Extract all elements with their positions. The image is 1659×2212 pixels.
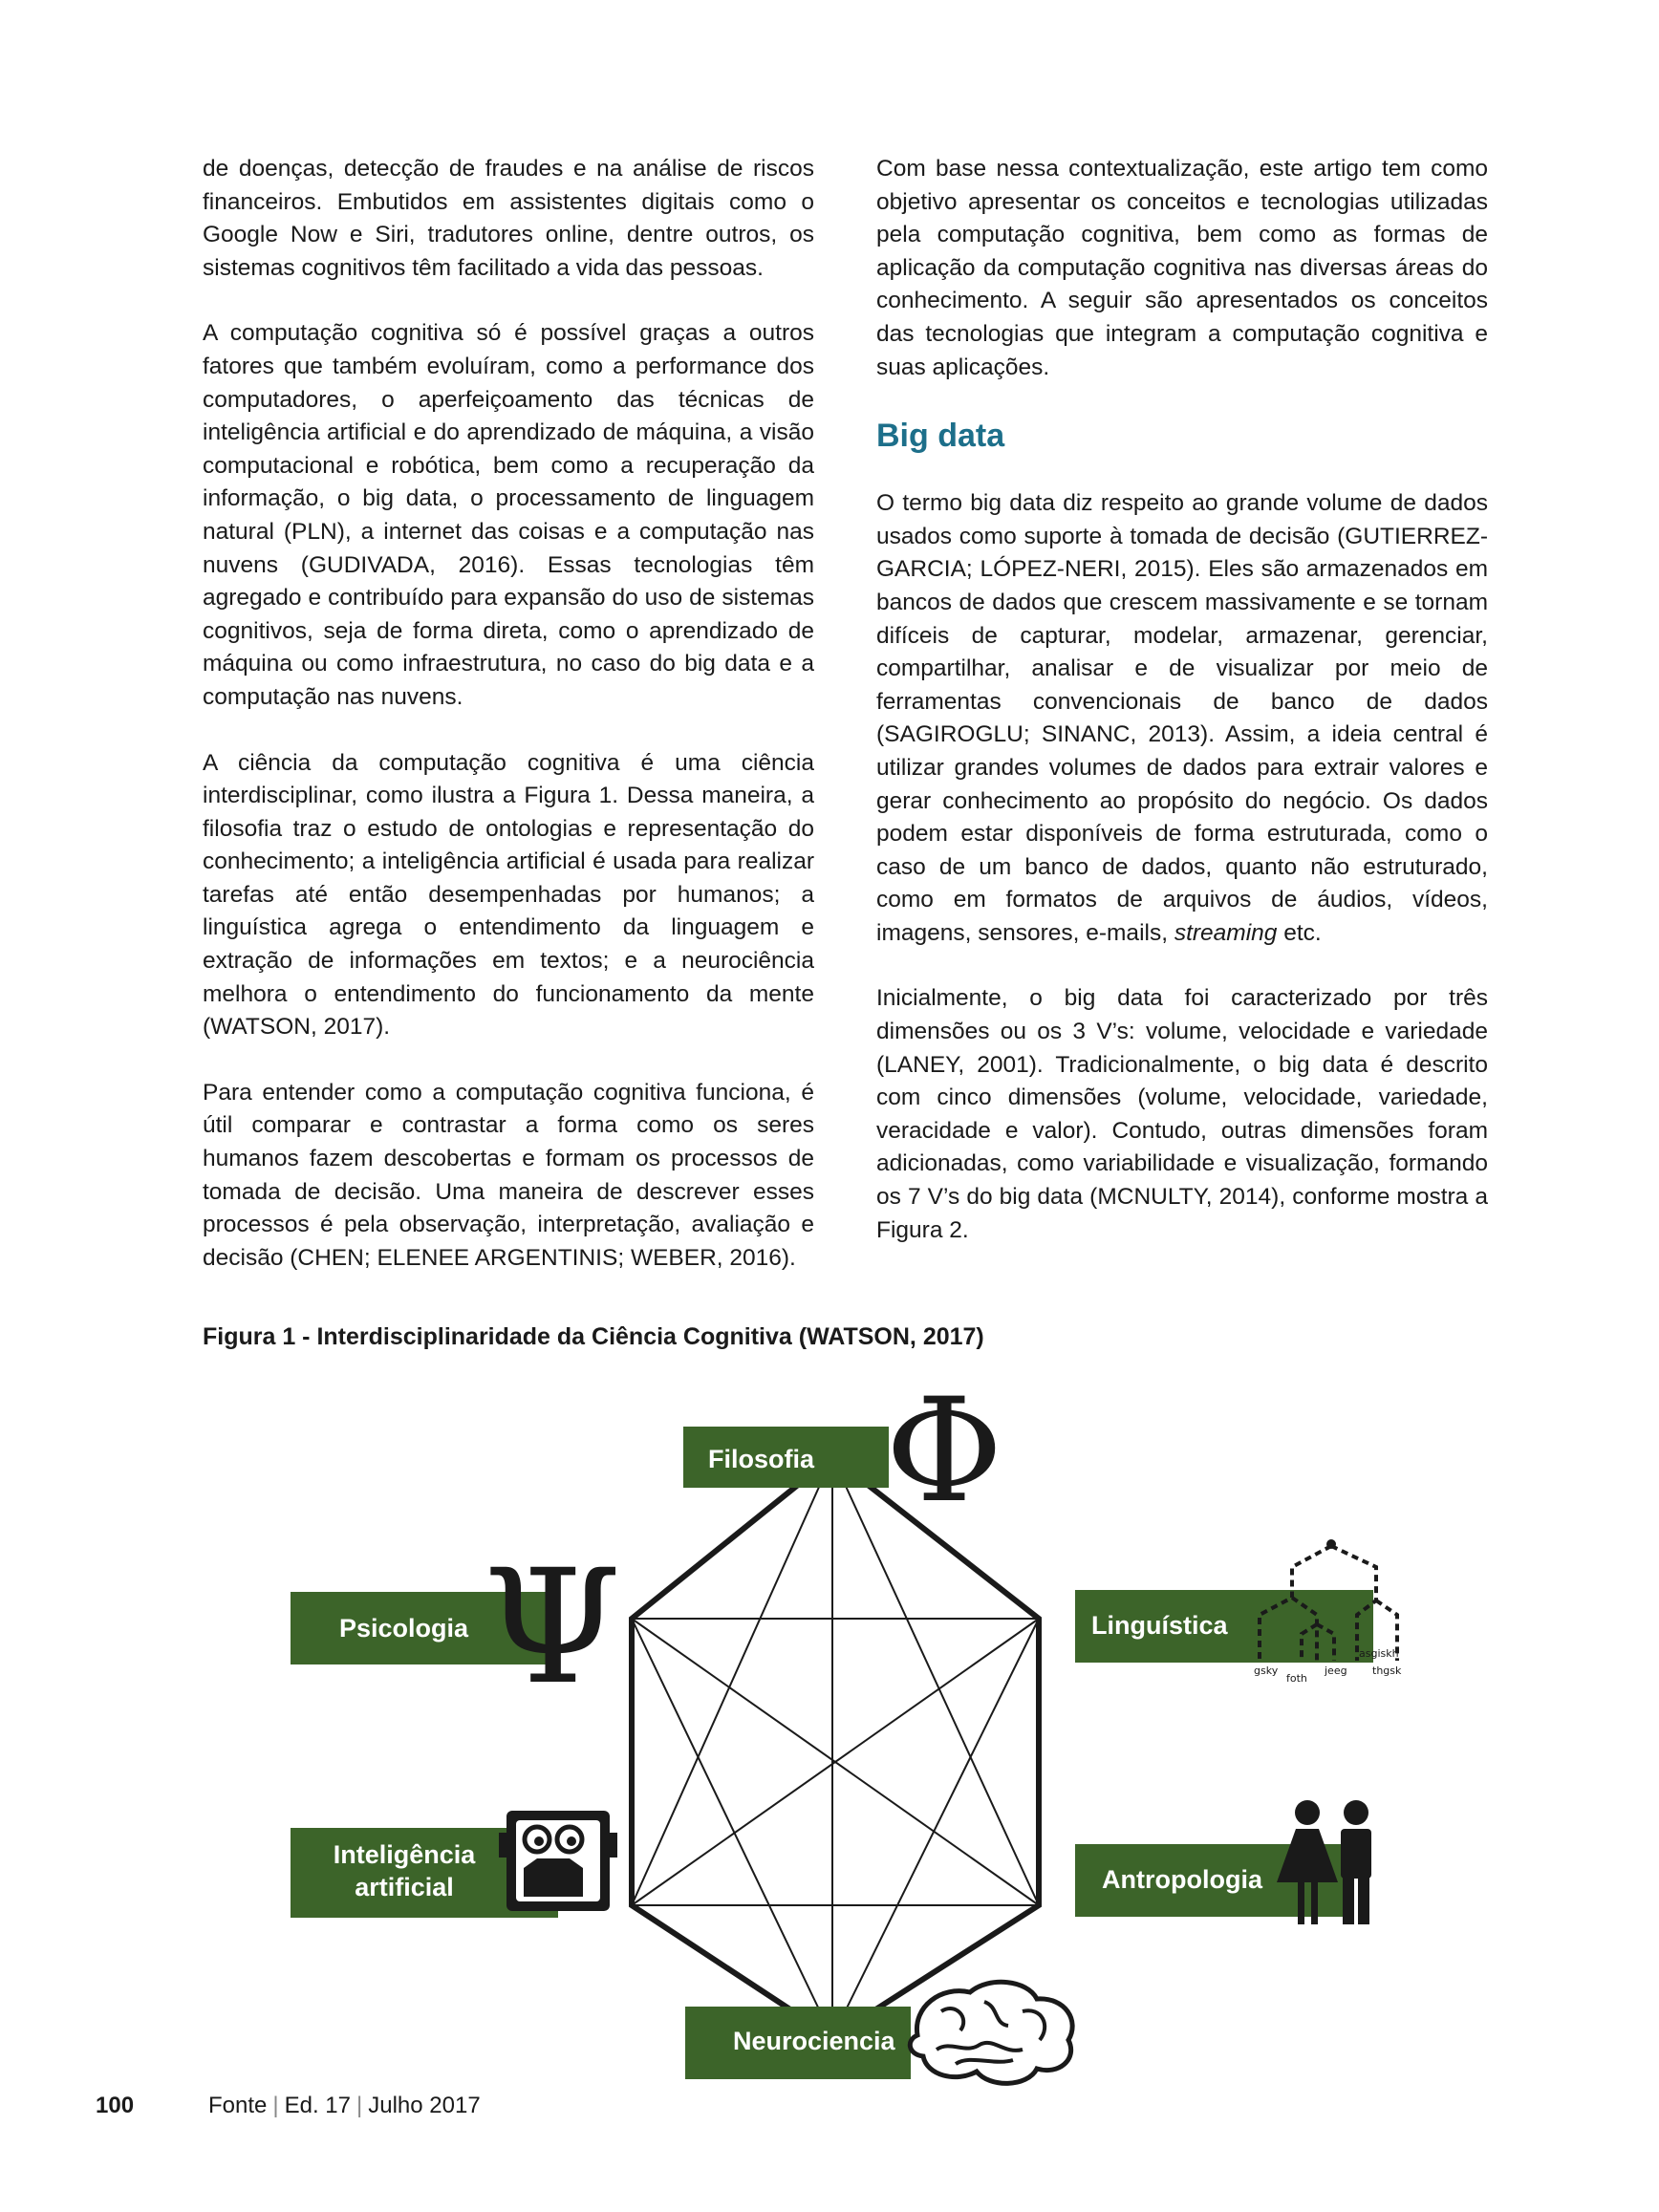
discipline-neurociencia xyxy=(685,1982,1072,2083)
text-run: etc. xyxy=(1277,919,1322,946)
paragraph: Com base nessa contextualização, este artigo tem como objetivo apresentar os conceitos e tecnologias utilizadas pela computação cognitiva, bem como as formas de aplicação da computação cognitiva nas diversas áreas do conhecimento. A seguir são apresentados os conceitos das tecnologias que integram a computação cognitiva e suas aplicações. xyxy=(876,156,1488,380)
label-ia-line2: artificial xyxy=(355,1873,454,1901)
label-filosofia: Filosofia xyxy=(708,1445,815,1473)
tree-word: gsky xyxy=(1254,1664,1279,1677)
label-neurociencia: Neurociencia xyxy=(733,2027,895,2055)
discipline-filosofia xyxy=(683,1368,1002,1535)
psi-icon: Ψ xyxy=(483,1536,622,1719)
figure-caption: Figura 1 - Interdisciplinaridade da Ciência Cognitiva (WATSON, 2017) xyxy=(203,1323,984,1350)
paragraph: Para entender como a computação cognitiva funciona, é útil comparar e contrastar a forma como os seres humanos fazem descobertas e formam os processos de tomada de decisão. Uma maneira de descrever esses processos é pela observação, interpretação, avaliação e decisão (CHEN; ELENEE ARGENTINIS; WEBER, 2016). xyxy=(203,1079,814,1271)
text-run: O termo big data diz respeito ao grande volume de dados usados como suporte à tomada de decisão (GUTIERREZ-GARCIA; LÓPEZ-NERI, 2015). Eles são armazenados em bancos de dados que crescem massivamente e se tornam difíceis de capturar, modelar, armazenar, gerenciar, compartilhar, analisar e de visualizar por meio de ferramentas convencionais de banco de dados (SAGIROGLU; SINANC, 2013). Assim, a ideia central é utilizar grandes volumes de dados para extrair valores e gerar conhecimento ao propósito do negócio. Os dados podem estar disponíveis de forma estruturada, como o caso de um banco de dados, quanto não estruturado, como em formatos de arquivos de áudios, vídeos, imagens, sensores, e-mails, xyxy=(876,490,1488,946)
label-linguistica: Linguística xyxy=(1091,1611,1228,1640)
publication-name: Fonte xyxy=(208,2093,268,2118)
robot-face-icon xyxy=(499,1811,617,1911)
hexagon-diagonals xyxy=(632,1457,1039,2037)
tree-word: thgsk xyxy=(1372,1664,1402,1677)
tree-word: foth xyxy=(1286,1672,1307,1685)
issue-date: Julho 2017 xyxy=(368,2093,481,2118)
label-psicologia: Psicologia xyxy=(339,1614,469,1643)
discipline-inteligencia-artificial xyxy=(291,1811,617,1918)
running-footer xyxy=(208,2093,481,2119)
italic-term: streaming xyxy=(1174,919,1278,946)
label-antropologia: Antropologia xyxy=(1102,1865,1262,1894)
hexagon-diagram xyxy=(632,1457,1039,2037)
page-number: 100 xyxy=(96,2093,135,2118)
separator: | xyxy=(272,2093,279,2118)
tree-root-node xyxy=(1326,1539,1336,1549)
label-ia-line1: Inteligência xyxy=(333,1840,476,1869)
tree-word: asgiskh xyxy=(1359,1647,1399,1660)
separator: | xyxy=(356,2093,363,2118)
tree-word: jeeg xyxy=(1325,1664,1347,1677)
paragraph: A ciência da computação cognitiva é uma ciência interdisciplinar, como ilustra a Figura 1. Dessa maneira, a filosofia traz o estudo de ontologias e representação do conhecimento; a inteligência artificial é usada para realizar tarefas até então desempenhadas por humanos; a linguística agrega o entendimento da linguagem e extração de informações em textos; e a neurociência melhora o entendimento do funcionamento da mente (WATSON, 2017). xyxy=(203,749,814,1041)
edition: Ed. 17 xyxy=(284,2093,351,2118)
section-heading: Big data xyxy=(876,418,1005,455)
paragraph: de doenças, detecção de fraudes e na análise de riscos financeiros. Embutidos em assistentes digitais como o Google Now e Siri, tradutores online, dentre outros, os sistemas cognitivos têm facilitado a vida das pessoas. xyxy=(203,156,814,281)
brain-icon xyxy=(910,1982,1072,2083)
discipline-antropologia xyxy=(1075,1800,1371,1924)
paragraph: A computação cognitiva só é possível graças a outros fatores que também evoluíram, como a performance dos computadores, o aperfeiçoamento das técnicas de inteligência artificial e do aprendizado de máquina, a visão computacional e robótica, bem como a recuperação da informação, o big data, o processamento de linguagem natural (PLN), a internet das coisas e a computação nas nuvens (GUDIVADA, 2016). Essas tecnologias têm agregado e contribuído para expansão do uso de sistemas cognitivos, seja de forma direta, como o aprendizado de máquina ou como infraestrutura, no caso do big data e a computação nas nuvens. xyxy=(203,320,814,710)
discipline-psicologia xyxy=(291,1536,621,1719)
discipline-linguistica xyxy=(1075,1539,1402,1685)
phi-icon: Φ xyxy=(885,1368,1003,1535)
paragraph: Inicialmente, o big data foi caracterizado por três dimensões ou os 3 V’s: volume, velocidade e variedade (LANEY, 2001). Tradicionalmente, o big data é descrito com cinco dimensões (volume, velocidade, variedade, veracidade e valor). Contudo, outras dimensões foram adicionadas, como variabilidade e visualização, formando os 7 V’s do big data (MCNULTY, 2014), conforme mostra a Figura 2. xyxy=(876,985,1488,1243)
